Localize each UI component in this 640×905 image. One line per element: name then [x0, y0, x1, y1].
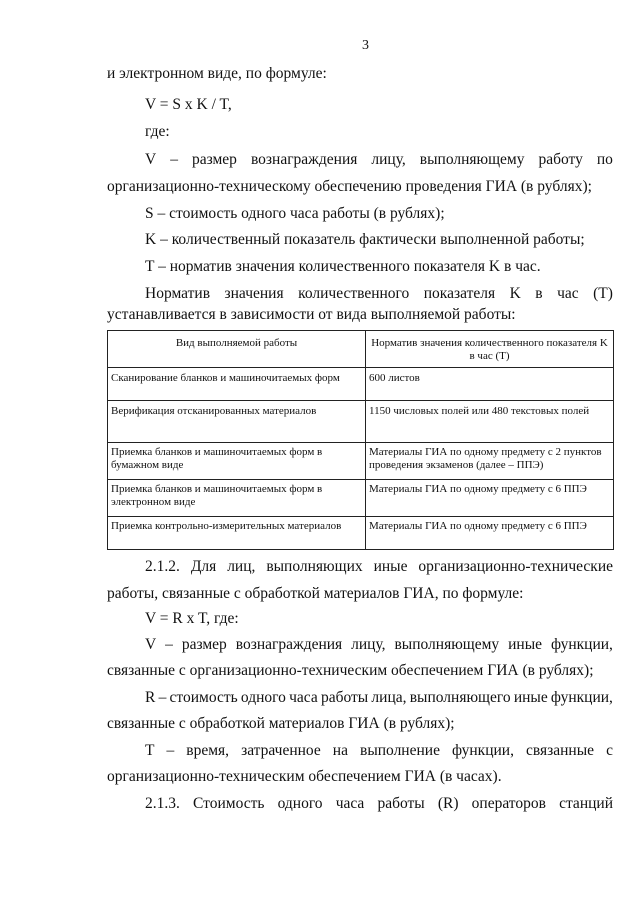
- norm-sentence-continuation: устанавливается в зависимости от вида выполняемой работы:: [107, 306, 516, 323]
- table-cell-norm: Материалы ГИА по одному предмету с 2 пунктов проведения экзаменов (далее – ППЭ): [366, 443, 614, 480]
- section-2-1-2-continuation: работы, связанные с обработкой материалов ГИА, по формуле:: [107, 585, 524, 602]
- paragraph-intro: и электронном виде, по формуле:: [107, 65, 327, 82]
- definition2-r-continuation: связанные с обработкой материалов ГИА (в рублях);: [107, 715, 455, 732]
- norm-sentence-line: Норматив значения количественного показателя K в час (T): [145, 285, 613, 302]
- norms-table: [107, 330, 614, 550]
- page-number: 3: [362, 38, 369, 53]
- table-cell-work-type: Верификация отсканированных материалов: [108, 401, 366, 443]
- where-label: где:: [145, 123, 170, 140]
- table-row: [108, 401, 614, 443]
- definition-k: K – количественный показатель фактически выполненной работы;: [145, 231, 585, 248]
- table-cell-work-type: Приемка контрольно-измерительных материалов: [108, 517, 366, 550]
- table-cell-norm: Материалы ГИА по одному предмету с 6 ППЭ: [366, 480, 614, 517]
- definition-s: S – стоимость одного часа работы (в рублях);: [145, 205, 445, 222]
- table-row: [108, 517, 614, 550]
- table-cell-work-type: Сканирование бланков и машиночитаемых форм: [108, 368, 366, 401]
- definition2-v-continuation: связанные с организационно-техническим обеспечением ГИА (в рублях);: [107, 662, 594, 679]
- table-header-row: [108, 331, 614, 368]
- table-cell-work-type: Приемка бланков и машиночитаемых форм в бумажном виде: [108, 443, 366, 480]
- definition2-r-line: R – стоимость одного часа работы лица, выполняющего иные функции,: [145, 689, 613, 706]
- table-header-norm: Норматив значения количественного показателя K в час (T): [366, 331, 614, 368]
- definition2-t-line: T – время, затраченное на выполнение функции, связанные с: [145, 742, 613, 759]
- formula-v-rt: V = R x T, где:: [145, 610, 239, 627]
- definition-v-continuation: организационно-техническому обеспечению проведения ГИА (в рублях);: [107, 178, 592, 195]
- table-row: [108, 368, 614, 401]
- definition2-t-continuation: организационно-техническим обеспечением ГИА (в часах).: [107, 768, 502, 785]
- section-2-1-3-line: 2.1.3. Стоимость одного часа работы (R) операторов станций: [145, 795, 613, 812]
- table-header-work-type: Вид выполняемой работы: [108, 331, 366, 368]
- table-cell-work-type: Приемка бланков и машиночитаемых форм в электронном виде: [108, 480, 366, 517]
- table-cell-norm: 1150 числовых полей или 480 текстовых полей: [366, 401, 614, 443]
- definition-t: T – норматив значения количественного показателя K в час.: [145, 258, 541, 275]
- formula-v-skt: V = S x K / T,: [145, 96, 232, 113]
- definition-v-line: V – размер вознаграждения лицу, выполняющему работу по: [145, 151, 613, 168]
- definition2-v-line: V – размер вознаграждения лицу, выполняющему иные функции,: [145, 636, 613, 653]
- table-row: [108, 443, 614, 480]
- table-cell-norm: Материалы ГИА по одному предмету с 6 ППЭ: [366, 517, 614, 550]
- table-row: [108, 480, 614, 517]
- section-2-1-2-line: 2.1.2. Для лиц, выполняющих иные организационно-технические: [145, 558, 613, 575]
- table-cell-norm: 600 листов: [366, 368, 614, 401]
